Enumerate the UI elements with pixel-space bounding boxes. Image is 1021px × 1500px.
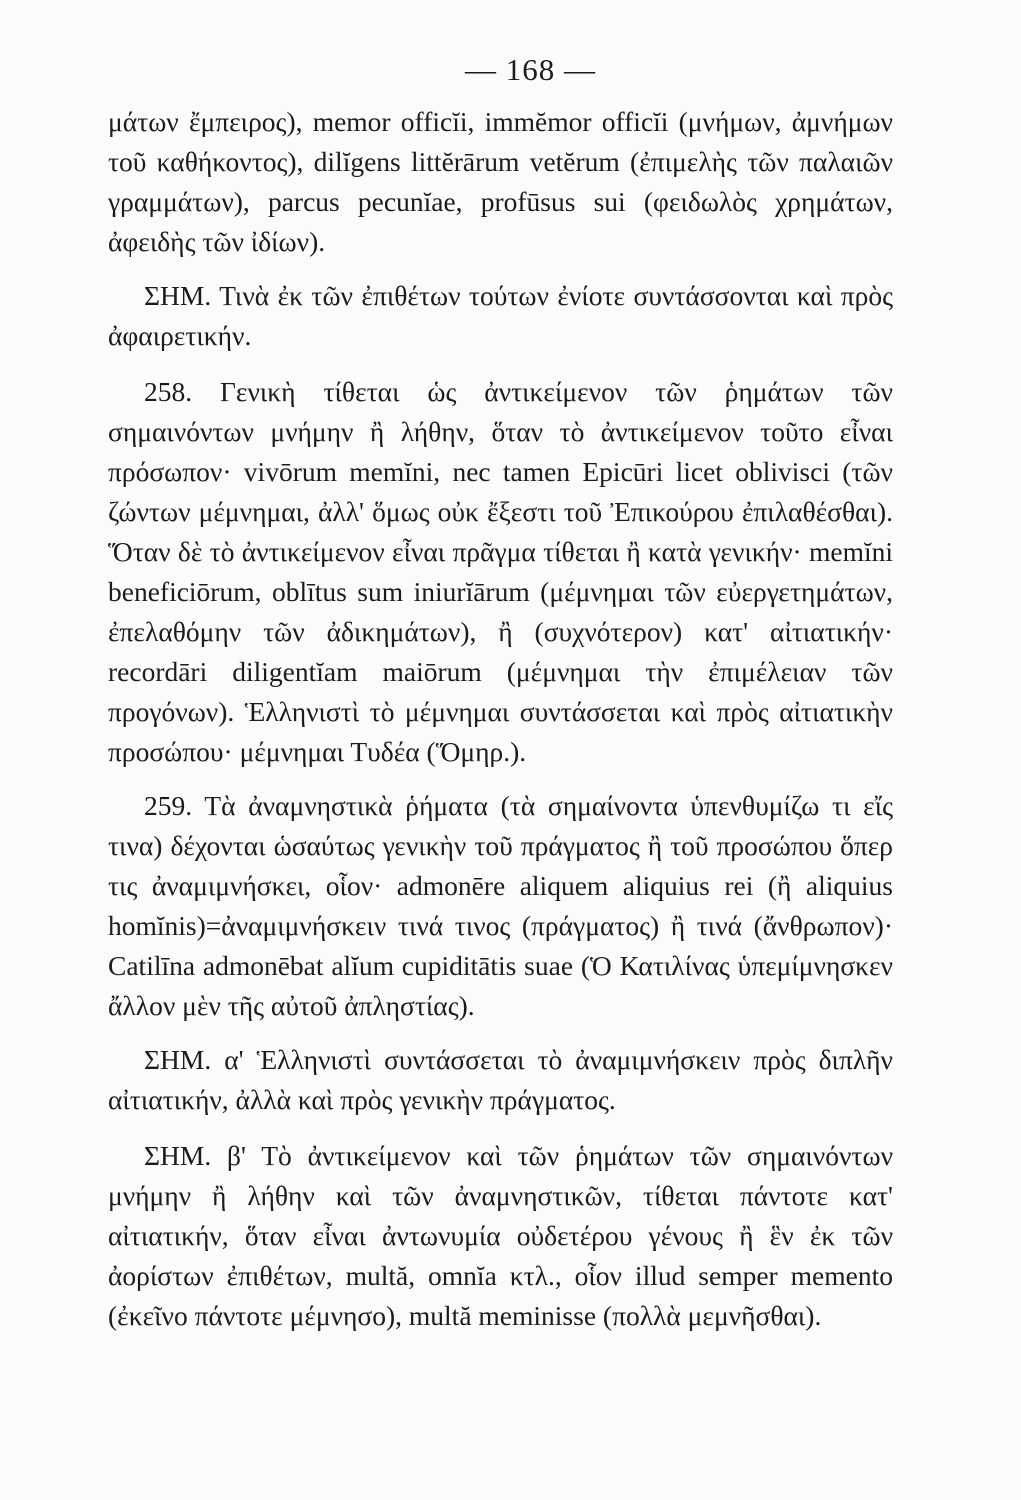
paragraph-continuation: μάτων ἔμπειρος), memor officĭi, immĕmor officĭi (μνήμων, ἀμνήμων τοῦ καθήκοντος), dilĭgens littĕrārum vetĕrum (ἐπιμελὴς τῶν παλαιῶν γραμμάτων), parcus pecunĭae, profūsus sui (φειδωλὸς χρημάτων, ἀφειδὴς τῶν ἰδίων). bbox=[108, 106, 893, 257]
body-text bbox=[108, 102, 893, 1336]
section-259: 259. Τὰ ἀναμνηστικὰ ῥήματα (τὰ σημαίνοντα ὑπενθυμίζω τι εἴς τινα) δέχονται ὡσαύτως γενικὴν τοῦ πράγματος ἢ τοῦ προσώπου ὅπερ τις ἀναμιμνήσκει, οἷον· admonēre aliquem aliquius rei (ἢ aliquius homĭnis)=ἀναμιμνήσκειν τινά τινος (πράγματος) ἢ τινά (ἄνθρωπον)· Catilīna admonēbat alĭum cupiditātis suae (Ὁ Κατιλίνας ὑπεμίμνησκεν ἄλλον μὲν τῆς αὐτοῦ ἀπληστίας). bbox=[108, 790, 893, 1021]
note-paragraph: ΣΗΜ. Τινὰ ἐκ τῶν ἐπιθέτων τούτων ἐνίοτε συντάσσονται καὶ πρὸς ἀφαιρετικήν. bbox=[108, 280, 893, 351]
note-alpha: ΣΗΜ. α' Ἑλληνιστὶ συντάσσεται τὸ ἀναμιμνήσκειν πρὸς διπλῆν αἰτιατικήν, ἀλλὰ καὶ πρὸς γενικὴν πράγματος. bbox=[108, 1044, 893, 1115]
note-beta: ΣΗΜ. β' Τὸ ἀντικείμενον καὶ τῶν ῥημάτων τῶν σημαινόντων μνήμην ἢ λήθην καὶ τῶν ἀναμνηστικῶν, τίθεται πάντοτε κατ' αἰτιατικήν, ὅταν εἶναι ἀντωνυμία οὐδετέρου γένους ἢ ἓν ἐκ τῶν ἀορίστων ἐπιθέτων, multă, omnĭa κτλ., οἷον illud semper memento (ἐκεῖνο πάντοτε μέμνησο), multă meminisse (πολλὰ μεμνῆσθαι). bbox=[108, 1140, 893, 1331]
page-number: — 168 — bbox=[465, 52, 596, 87]
section-258: 258. Γενικὴ τίθεται ὡς ἀντικείμενον τῶν ῥημάτων τῶν σημαινόντων μνήμην ἢ λήθην, ὅταν τὸ ἀντικείμενον τοῦτο εἶναι πρόσωπον· vivōrum memĭni, nec tamen Epicūri licet oblivisci (τῶν ζώντων μέμνημαι, ἀλλ' ὅμως οὐκ ἔξεστι τοῦ Ἐπικούρου ἐπιλαθέσθαι). Ὅταν δὲ τὸ ἀντικείμενον εἶναι πρᾶγμα τίθεται ἢ κατὰ γενικήν· memĭni beneficiōrum, oblītus sum iniurĭārum (μέμνημαι τῶν εὐεργετημάτων, ἐπελαθόμην τῶν ἀδικημάτων), ἢ (συχνότερον) κατ' αἰτιατικήν· recordāri diligentĭam maiōrum (μέμνημαι τὴν ἐπιμέλειαν τῶν προγόνων). Ἑλληνιστὶ τὸ μέμνημαι συντάσσεται καὶ πρὸς αἰτιατικὴν προσώπου· μέμνημαι Τυδέα (Ὅμηρ.). bbox=[108, 376, 893, 767]
